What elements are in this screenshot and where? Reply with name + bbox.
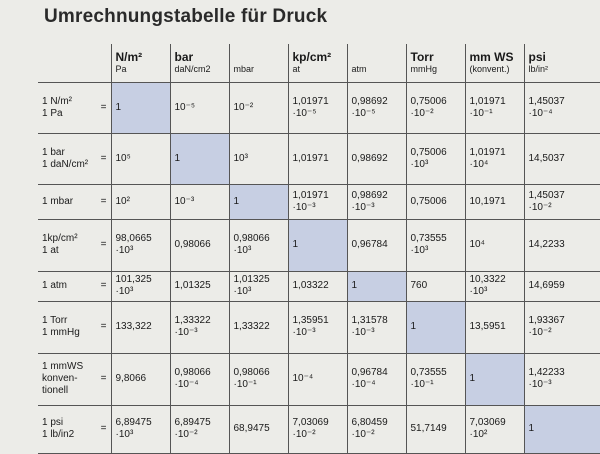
column-subunit: mmHg: [411, 64, 463, 75]
cell-value: 10,1971: [470, 196, 522, 208]
table-cell: [406, 271, 465, 301]
cell-value: 68,9475: [234, 423, 286, 435]
cell-value: ·10³: [116, 286, 168, 298]
cell-value: 10⁻⁵: [175, 102, 227, 114]
cell-value: 10⁻³: [175, 196, 227, 208]
cell-value: 10⁴: [470, 239, 522, 251]
cell-value: 1: [470, 373, 522, 385]
cell-value: ·10³: [116, 245, 168, 257]
table-cell: [524, 271, 600, 301]
cell-value: ·10⁻³: [175, 327, 227, 339]
cell-value: 1,93367: [529, 315, 600, 327]
table-cell: [170, 271, 229, 301]
cell-value: 1,01971: [293, 190, 345, 202]
cell-value: 0,73555: [411, 233, 463, 245]
cell-value: 0,98692: [352, 153, 404, 165]
cell-value: ·10⁻²: [529, 202, 600, 214]
table-row: [38, 133, 600, 184]
cell-value: ·10³: [411, 159, 463, 171]
row-header: [38, 353, 111, 405]
cell-value: 1,35951: [293, 315, 345, 327]
table-cell: [288, 184, 347, 219]
cell-value: ·10⁻²: [175, 429, 227, 441]
table-cell: [170, 405, 229, 453]
cell-value: ·10⁻¹: [234, 379, 286, 391]
equals-sign: =: [101, 280, 109, 292]
table-cell: [406, 405, 465, 453]
table-cell: [288, 301, 347, 353]
cell-value: ·10²: [470, 429, 522, 441]
cell-value: 10⁻⁴: [293, 373, 345, 385]
cell-value: ·10³: [411, 245, 463, 257]
cell-value: 1,42233: [529, 367, 600, 379]
cell-value: 1,45037: [529, 190, 600, 202]
table-cell: [524, 133, 600, 184]
row-unit-label: 1 at: [42, 245, 78, 257]
table-row: [38, 405, 600, 453]
row-header: [38, 301, 111, 353]
column-subunit: lb/in²: [529, 64, 600, 75]
corner-cell: [38, 44, 111, 82]
cell-value: ·10⁻⁴: [352, 379, 404, 391]
column-unit: mm WS: [470, 51, 522, 64]
column-unit: N/m²: [116, 51, 168, 64]
cell-value: 6,89475: [116, 417, 168, 429]
cell-value: 9,8066: [116, 373, 168, 385]
table-cell: [524, 301, 600, 353]
table-cell: [111, 133, 170, 184]
table-cell: [406, 133, 465, 184]
cell-value: 1: [529, 423, 600, 435]
column-unit: [234, 51, 286, 64]
cell-value: ·10⁻⁵: [293, 108, 345, 120]
cell-value: 133,322: [116, 321, 168, 333]
equals-sign: =: [101, 423, 109, 435]
table-cell: [406, 219, 465, 271]
cell-value: ·10³: [470, 286, 522, 298]
cell-value: 1,01325: [234, 274, 286, 286]
cell-value: 0,98066: [175, 367, 227, 379]
table-cell: [170, 133, 229, 184]
cell-value: ·10⁻³: [529, 379, 600, 391]
row-unit-label: tionell: [42, 385, 83, 397]
cell-value: ·10⁻³: [293, 202, 345, 214]
cell-value: 0,98692: [352, 190, 404, 202]
cell-value: 1,01971: [293, 96, 345, 108]
column-subunit: atm: [352, 64, 404, 75]
row-header: [38, 405, 111, 453]
table-row: [38, 82, 600, 133]
cell-value: ·10⁻²: [529, 327, 600, 339]
column-subunit: Pa: [116, 64, 168, 75]
table-cell: [347, 133, 406, 184]
cell-value: 1,01971: [470, 147, 522, 159]
row-header: [38, 271, 111, 301]
table-cell: [406, 301, 465, 353]
cell-value: 10,3322: [470, 274, 522, 286]
column-header: [406, 44, 465, 82]
column-unit: psi: [529, 51, 600, 64]
table-cell: [170, 184, 229, 219]
cell-value: 14,2233: [529, 239, 600, 251]
column-header: [347, 44, 406, 82]
table-cell: [288, 82, 347, 133]
table-cell: [288, 353, 347, 405]
table-row: [38, 219, 600, 271]
cell-value: 13,5951: [470, 321, 522, 333]
table-cell: [229, 184, 288, 219]
table-cell: [465, 82, 524, 133]
table-cell: [111, 353, 170, 405]
row-unit-label: 1 mmWS: [42, 361, 83, 373]
row-unit-label: 1kp/cm²: [42, 233, 78, 245]
cell-value: 7,03069: [470, 417, 522, 429]
cell-value: 0,98066: [234, 367, 286, 379]
table-row: [38, 271, 600, 301]
cell-value: 0,73555: [411, 367, 463, 379]
cell-value: 0,98692: [352, 96, 404, 108]
column-unit: [352, 51, 404, 64]
cell-value: ·10³: [116, 429, 168, 441]
cell-value: 14,6959: [529, 280, 600, 292]
cell-value: 1: [293, 239, 345, 251]
cell-value: ·10³: [234, 245, 286, 257]
cell-value: ·10⁻³: [352, 327, 404, 339]
table-cell: [465, 301, 524, 353]
cell-value: 101,325: [116, 274, 168, 286]
cell-value: 1: [234, 196, 286, 208]
cell-value: 6,89475: [175, 417, 227, 429]
table-cell: [347, 219, 406, 271]
column-header: [465, 44, 524, 82]
table-row: [38, 301, 600, 353]
cell-value: 1,01325: [175, 280, 227, 292]
row-header: [38, 184, 111, 219]
column-unit: bar: [175, 51, 227, 64]
table-cell: [347, 184, 406, 219]
table-cell: [111, 184, 170, 219]
table-cell: [288, 405, 347, 453]
row-unit-label: 1 mmHg: [42, 327, 80, 339]
table-cell: [406, 82, 465, 133]
table-cell: [229, 353, 288, 405]
cell-value: ·10⁻²: [411, 108, 463, 120]
row-header: [38, 219, 111, 271]
table-cell: [111, 405, 170, 453]
table-cell: [288, 133, 347, 184]
table-cell: [229, 271, 288, 301]
table-cell: [170, 353, 229, 405]
cell-value: 760: [411, 280, 463, 292]
column-header: [524, 44, 600, 82]
table-cell: [170, 219, 229, 271]
row-unit-label: 1 lb/in2: [42, 429, 74, 441]
cell-value: 0,98066: [175, 239, 227, 251]
table-cell: [288, 219, 347, 271]
cell-value: 10³: [234, 153, 286, 165]
cell-value: 1,33322: [175, 315, 227, 327]
cell-value: ·10⁻²: [293, 429, 345, 441]
cell-value: 0,75006: [411, 196, 463, 208]
table-cell: [347, 271, 406, 301]
table-cell: [111, 301, 170, 353]
column-subunit: mbar: [234, 64, 286, 75]
cell-value: ·10⁴: [470, 159, 522, 171]
cell-value: 0,75006: [411, 147, 463, 159]
row-header: [38, 82, 111, 133]
row-unit-label: 1 bar: [42, 147, 88, 159]
table-cell: [465, 184, 524, 219]
page-title: Umrechnungstabelle für Druck: [44, 6, 327, 28]
cell-value: ·10⁻¹: [411, 379, 463, 391]
cell-value: 1: [352, 280, 404, 292]
row-unit-label: 1 Pa: [42, 108, 72, 120]
row-header: [38, 133, 111, 184]
cell-value: 1,01971: [470, 96, 522, 108]
cell-value: 1,01971: [293, 153, 345, 165]
column-subunit: daN/cm2: [175, 64, 227, 75]
row-unit-label: 1 psi: [42, 417, 74, 429]
cell-value: ·10⁻⁴: [529, 108, 600, 120]
table-cell: [524, 184, 600, 219]
table-cell: [465, 133, 524, 184]
row-unit-label: 1 Torr: [42, 315, 80, 327]
table-cell: [465, 271, 524, 301]
cell-value: 98,0665: [116, 233, 168, 245]
cell-value: 10²: [116, 196, 168, 208]
table-cell: [229, 133, 288, 184]
equals-sign: =: [101, 196, 109, 208]
column-header: [170, 44, 229, 82]
column-subunit: (konvent.): [470, 64, 522, 75]
cell-value: 10⁵: [116, 153, 168, 165]
cell-value: 0,98066: [234, 233, 286, 245]
table-row: [38, 353, 600, 405]
table-row: [38, 184, 600, 219]
table-cell: [347, 82, 406, 133]
table-cell: [465, 353, 524, 405]
cell-value: 51,7149: [411, 423, 463, 435]
row-unit-label: konven-: [42, 373, 83, 385]
table-cell: [111, 219, 170, 271]
cell-value: ·10⁻⁵: [352, 108, 404, 120]
row-unit-label: 1 daN/cm²: [42, 159, 88, 171]
cell-value: 14,5037: [529, 153, 600, 165]
cell-value: ·10⁻³: [352, 202, 404, 214]
table-cell: [347, 405, 406, 453]
table-cell: [465, 405, 524, 453]
table-cell: [229, 219, 288, 271]
cell-value: 1: [411, 321, 463, 333]
column-unit: kp/cm²: [293, 51, 345, 64]
header-row: [38, 44, 600, 82]
cell-value: ·10³: [234, 286, 286, 298]
cell-value: 1,03322: [293, 280, 345, 292]
cell-value: 1,33322: [234, 321, 286, 333]
row-unit-label: 1 atm: [42, 280, 67, 292]
column-header: [229, 44, 288, 82]
column-header: [288, 44, 347, 82]
table-cell: [111, 271, 170, 301]
cell-value: ·10⁻²: [352, 429, 404, 441]
cell-value: 7,03069: [293, 417, 345, 429]
table-cell: [524, 353, 600, 405]
row-unit-label: 1 mbar: [42, 196, 73, 208]
table-cell: [229, 405, 288, 453]
cell-value: 1: [175, 153, 227, 165]
equals-sign: =: [101, 239, 109, 251]
cell-value: ·10⁻³: [293, 327, 345, 339]
table-cell: [170, 82, 229, 133]
cell-value: 0,96784: [352, 239, 404, 251]
cell-value: 0,75006: [411, 96, 463, 108]
cell-value: 6,80459: [352, 417, 404, 429]
equals-sign: =: [101, 102, 109, 114]
table-cell: [524, 405, 600, 453]
equals-sign: =: [101, 373, 109, 385]
cell-value: ·10⁻⁴: [175, 379, 227, 391]
cell-value: 1,45037: [529, 96, 600, 108]
cell-value: 0,96784: [352, 367, 404, 379]
equals-sign: =: [101, 321, 109, 333]
table-cell: [111, 82, 170, 133]
column-unit: Torr: [411, 51, 463, 64]
cell-value: 1: [116, 102, 168, 114]
table-cell: [406, 353, 465, 405]
table-cell: [465, 219, 524, 271]
table-cell: [229, 301, 288, 353]
table-cell: [170, 301, 229, 353]
table-cell: [347, 353, 406, 405]
equals-sign: =: [101, 153, 109, 165]
table-cell: [229, 82, 288, 133]
table-cell: [347, 301, 406, 353]
column-subunit: at: [293, 64, 345, 75]
column-header: [111, 44, 170, 82]
pressure-conversion-table: [38, 44, 600, 454]
cell-value: ·10⁻¹: [470, 108, 522, 120]
table-cell: [288, 271, 347, 301]
cell-value: 1,31578: [352, 315, 404, 327]
table-cell: [406, 184, 465, 219]
table-cell: [524, 219, 600, 271]
cell-value: 10⁻²: [234, 102, 286, 114]
table-cell: [524, 82, 600, 133]
row-unit-label: 1 N/m²: [42, 96, 72, 108]
